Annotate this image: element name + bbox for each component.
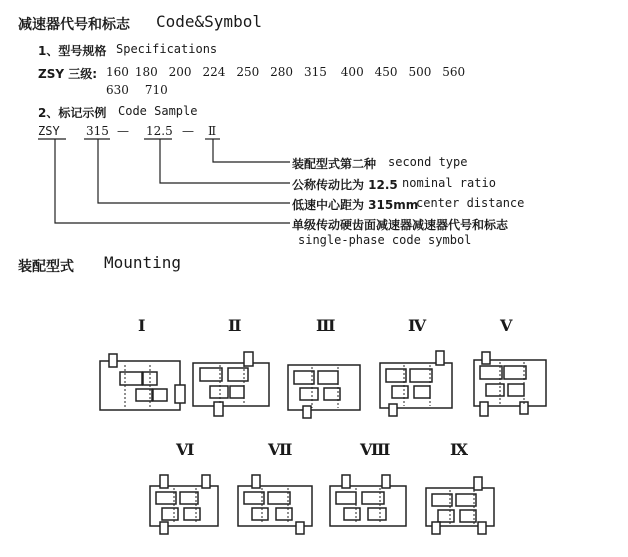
spec-value: 180 <box>134 65 158 79</box>
spec-value: 500 <box>408 65 432 79</box>
spec-label-en: Specifications <box>116 42 218 56</box>
spec-label-cn: 1、型号规格 <box>38 44 107 58</box>
note-distance-cn: 低速中心距为 315mm <box>292 198 419 212</box>
mounting-label-9: Ⅸ <box>450 440 469 459</box>
mounting-diagram-2 <box>193 352 269 416</box>
sample-label-cn: 2、标记示例 <box>38 106 107 120</box>
mounting-label-3: Ⅲ <box>316 316 336 335</box>
spec-value: 250 <box>236 65 260 79</box>
sample-label-en: Code Sample <box>118 104 198 118</box>
code-zsy: ZSY <box>38 124 60 138</box>
spec-value: 400 <box>340 65 364 79</box>
spec-value: 710 <box>144 83 168 97</box>
mounting-label-2: Ⅱ <box>228 316 242 335</box>
mounting-diagram-6 <box>150 475 218 534</box>
section-title-en: Code&Symbol <box>156 12 262 31</box>
note-code-cn: 单级传动硬齿面减速器减速器代号和标志 <box>292 218 509 232</box>
mounting-label-1: Ⅰ <box>138 316 146 335</box>
spec-value: 280 <box>270 65 294 79</box>
section-title-cn: 减速器代号和标志 <box>18 17 130 33</box>
note-distance-en: center distance <box>416 196 525 210</box>
mounting-label-7: Ⅶ <box>268 440 293 459</box>
mounting-diagram-4 <box>380 351 452 416</box>
spec-value: 224 <box>202 65 226 79</box>
code-dash-1: — <box>117 124 129 138</box>
mounting-diagram-3 <box>288 365 360 418</box>
code-type: Ⅱ <box>208 124 217 138</box>
note-type-cn: 装配型式第二种 <box>292 157 377 171</box>
spec-value: 315 <box>303 65 327 79</box>
zsy-label: ZSY 三级: <box>38 67 98 81</box>
mounting-diagram-5 <box>474 352 546 416</box>
spec-value: 630 <box>106 83 129 97</box>
mounting-diagram-1 <box>100 354 185 410</box>
spec-value: 200 <box>168 65 192 79</box>
note-ratio-cn: 公称传动比为 12.5 <box>292 178 398 192</box>
mounting-diagram-9 <box>426 477 494 534</box>
note-ratio-en: nominal ratio <box>402 176 496 190</box>
mounting-diagram-7 <box>238 475 312 534</box>
note-single-phase: single-phase code symbol <box>298 233 472 247</box>
code-ratio: 12.5 <box>146 124 173 138</box>
code-dash-2: — <box>182 124 194 138</box>
code-distance: 315 <box>86 124 109 138</box>
mounting-label-6: Ⅵ <box>176 440 195 459</box>
mounting-title-cn: 装配型式 <box>18 259 74 275</box>
mounting-label-5: Ⅴ <box>500 316 513 335</box>
spec-value: 160 <box>106 65 129 79</box>
mounting-label-8: Ⅷ <box>360 440 391 459</box>
spec-value: 450 <box>374 65 398 79</box>
mounting-title-en: Mounting <box>104 253 182 272</box>
spec-value: 560 <box>442 65 466 79</box>
mounting-diagram-8 <box>330 475 406 526</box>
note-type-en: second type <box>388 155 468 169</box>
mounting-label-4: Ⅳ <box>408 316 427 335</box>
